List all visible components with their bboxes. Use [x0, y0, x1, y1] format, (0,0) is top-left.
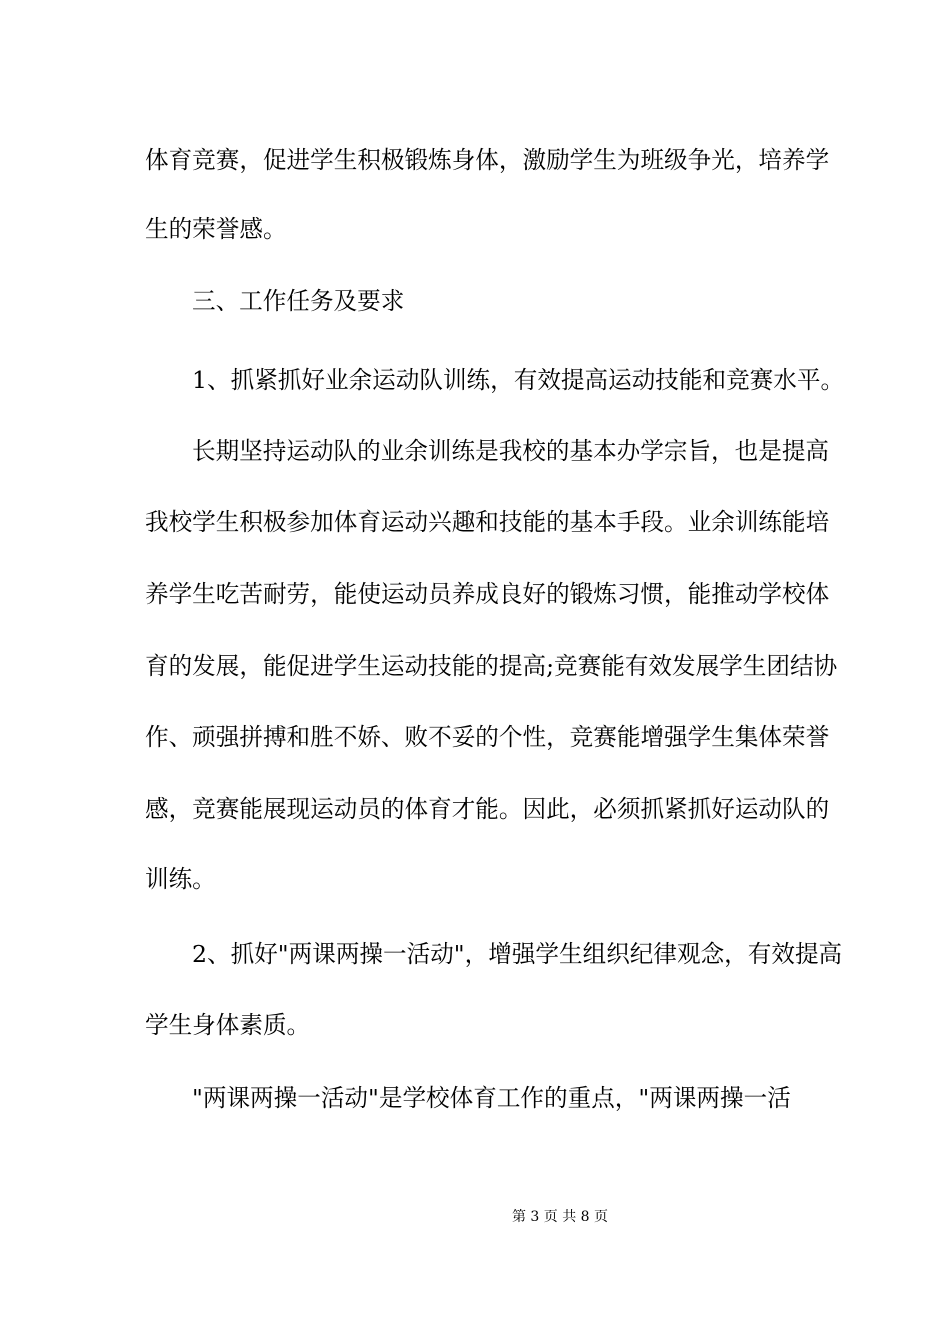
text-line-2: 生的荣誉感。 — [145, 215, 287, 243]
text-line-1: 体育竞赛，促进学生积极锻炼身体，激励学生为班级争光，培养学 — [145, 146, 830, 174]
text-line-14: "两课两操一活动"是学校体育工作的重点，"两课两操一活 — [192, 1084, 791, 1112]
text-line-5: 长期坚持运动队的业余训练是我校的基本办学宗旨，也是提高 — [192, 437, 830, 465]
page-number-footer: 第 3 页 共 8 页 — [511, 1209, 609, 1225]
text-line-7: 养学生吃苦耐劳，能使运动员养成良好的锻炼习惯，能推动学校体 — [145, 580, 830, 608]
section-heading: 三、工作任务及要求 — [192, 287, 405, 315]
text-line-6: 我校学生积极参加体育运动兴趣和技能的基本手段。业余训练能培 — [145, 508, 830, 536]
item-heading-1: 1、抓紧抓好业余运动队训练，有效提高运动技能和竞赛水平。 — [192, 366, 845, 394]
text-line-11: 训练。 — [145, 865, 216, 893]
item-heading-2: 2、抓好"两课两操一活动"，增强学生组织纪律观念，有效提高 — [192, 940, 843, 968]
text-line-9: 作、顽强拼搏和胜不娇、败不妥的个性，竞赛能增强学生集体荣誉 — [145, 723, 830, 751]
text-line-10: 感，竞赛能展现运动员的体育才能。因此，必须抓紧抓好运动队的 — [145, 795, 830, 823]
text-line-13: 学生身体素质。 — [145, 1011, 311, 1039]
text-line-8: 育的发展，能促进学生运动技能的提高;竞赛能有效发展学生团结协 — [145, 652, 838, 680]
